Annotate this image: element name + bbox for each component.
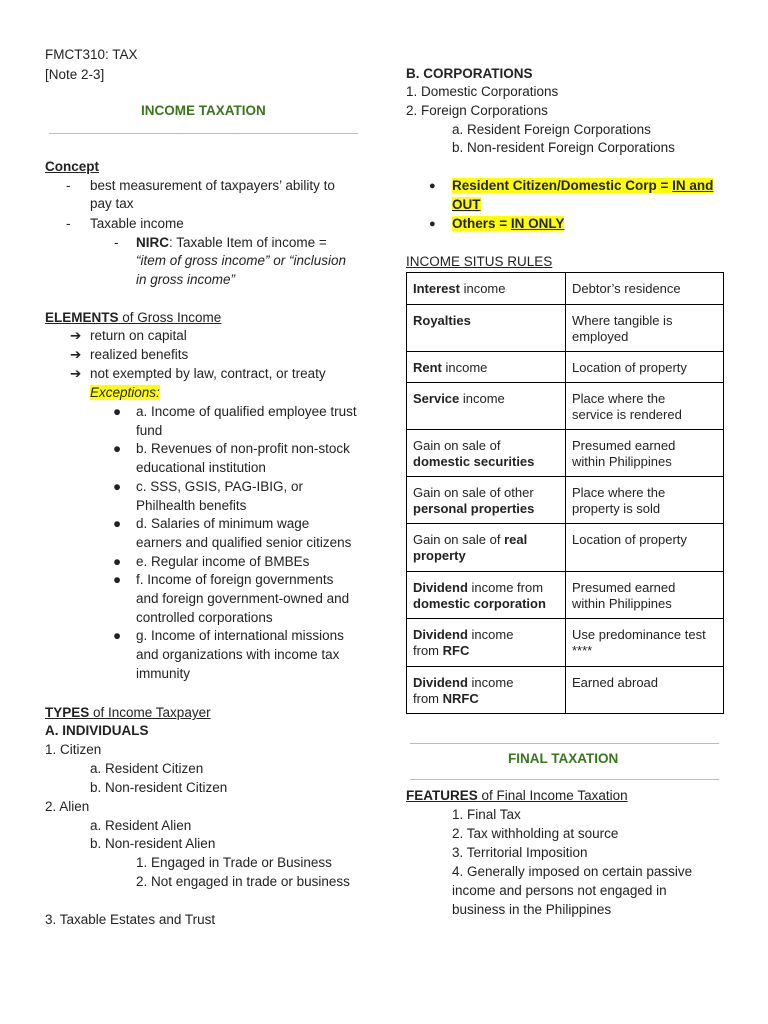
exception-item-cont: fund	[136, 422, 163, 438]
situs-cell: Use predominance test ****	[566, 619, 724, 667]
bullet-dot: ●	[113, 572, 122, 588]
arrow-bullet-icon: ➔	[70, 347, 82, 362]
nirc-label: NIRC	[136, 235, 169, 250]
nonresident-alien-item: b. Non-resident Alien	[90, 836, 216, 851]
situs-row	[407, 305, 724, 352]
situs-cell: Location of property	[566, 524, 724, 572]
dash-bullet: -	[66, 216, 71, 231]
nonresident-citizen-item: b. Non-resident Citizen	[90, 780, 228, 795]
elements-heading-rest: of Gross Income	[118, 310, 222, 325]
concept-heading: Concept	[45, 159, 99, 174]
rule-2-scope: IN ONLY	[510, 216, 565, 231]
feature-item: 2. Tax withholding at source	[452, 826, 619, 841]
rule-1-scope-cont: OUT	[452, 197, 481, 212]
rule-2-text: Others =	[452, 216, 511, 231]
nrfc-item: b. Non-resident Foreign Corporations	[452, 140, 675, 155]
exception-item-cont: earners and qualified senior citizens	[136, 534, 352, 550]
situs-cell: Location of property	[566, 352, 724, 383]
bullet-dot: ●	[113, 478, 122, 494]
final-taxation-title: FINAL TAXATION	[508, 751, 619, 766]
income-type-cell: Royalties	[407, 305, 566, 352]
arrow-bullet-icon: ➔	[70, 328, 82, 343]
arrow-bullet-icon: ➔	[70, 366, 82, 381]
bullet-dot: ●	[429, 218, 436, 230]
income-type-cell: Service income	[407, 383, 566, 430]
rule-1-text: Resident Citizen/Domestic Corp =	[452, 178, 673, 193]
feature-item: 3. Territorial Imposition	[452, 845, 588, 860]
exception-item: g. Income of international missions	[136, 628, 344, 644]
exception-item-cont: immunity	[136, 665, 191, 681]
bullet-dot: ●	[113, 516, 122, 532]
feature-item: 1. Final Tax	[452, 807, 521, 822]
dash-bullet: -	[66, 178, 71, 193]
nirc-definition	[136, 234, 327, 252]
final-divider-bottom	[410, 779, 719, 780]
bullet-dot: ●	[113, 628, 122, 644]
feature-item-cont: business in the Philippines	[452, 902, 612, 917]
exception-item: f. Income of foreign governments	[136, 572, 334, 588]
concept-item: Taxable income	[90, 216, 184, 231]
not-engaged-item: 2. Not engaged in trade or business	[136, 874, 350, 889]
foreign-corp-item: 2. Foreign Corporations	[406, 103, 548, 118]
exception-item-cont: and foreign government-owned and	[136, 591, 350, 606]
course-code: FMCT310: TAX	[45, 47, 138, 62]
resident-citizen-item: a. Resident Citizen	[90, 761, 204, 776]
income-type-cell: Gain on sale of other personal properties	[407, 477, 566, 524]
exceptions-label	[90, 384, 160, 402]
situs-cell: Place where the service is rendered	[566, 383, 724, 430]
situs-row	[407, 430, 724, 477]
situs-title: INCOME SITUS RULES	[406, 254, 553, 269]
final-divider-top	[410, 743, 719, 744]
highlight-rule-2	[452, 215, 564, 233]
types-heading-bold: TYPES	[45, 705, 90, 720]
situs-table	[406, 272, 724, 714]
situs-cell: Place where the property is sold	[566, 477, 724, 524]
situs-row	[407, 477, 724, 524]
exception-item: b. Revenues of non-profit non-stock	[136, 441, 350, 457]
element-item: return on capital	[90, 328, 187, 343]
situs-cell: Where tangible is employed	[566, 305, 724, 352]
engaged-item: 1. Engaged in Trade or Business	[136, 855, 332, 870]
concept-item-cont: pay tax	[90, 196, 134, 211]
element-item: not exempted by law, contract, or treaty	[90, 366, 326, 381]
highlight-rule-1-cont	[452, 196, 481, 214]
types-heading-rest: of Income Taxpayer	[89, 705, 211, 720]
exception-item: e. Regular income of BMBEs	[136, 553, 310, 569]
types-heading	[45, 704, 211, 722]
situs-row	[407, 273, 724, 305]
income-type-cell: Gain on sale of real property	[407, 524, 566, 572]
elements-heading	[45, 309, 221, 327]
income-type-cell: Rent income	[407, 352, 566, 383]
domestic-corp-item: 1. Domestic Corporations	[406, 84, 559, 99]
exception-item: c. SSS, GSIS, PAG-IBIG, or	[136, 478, 304, 494]
bullet-dot: ●	[429, 180, 436, 192]
estates-item: 3. Taxable Estates and Trust	[45, 912, 216, 927]
title-divider	[49, 133, 358, 134]
resident-alien-item: a. Resident Alien	[90, 818, 192, 833]
situs-cell: Earned abroad	[566, 667, 724, 714]
features-heading-bold: FEATURES	[406, 788, 478, 803]
alien-item: 2. Alien	[45, 799, 90, 814]
nirc-definition-cont: in gross income”	[136, 272, 236, 287]
situs-row	[407, 524, 724, 572]
exception-item-cont: educational institution	[136, 460, 266, 476]
note-number: [Note 2-3]	[45, 67, 105, 82]
situs-row	[407, 667, 724, 714]
bullet-dot: ●	[113, 441, 122, 457]
feature-item-cont: income and persons not engaged in	[452, 883, 667, 898]
exception-item-cont: controlled corporations	[136, 609, 273, 625]
exception-item-cont: Philhealth benefits	[136, 497, 247, 513]
elements-heading-bold: ELEMENTS	[45, 310, 119, 325]
features-heading	[406, 787, 628, 805]
feature-item: 4. Generally imposed on certain passive	[452, 864, 693, 879]
highlight-rule-1	[452, 177, 713, 195]
situs-cell: Presumed earned within Philippines	[566, 572, 724, 619]
income-type-cell: Dividend income from NRFC	[407, 667, 566, 714]
rule-1-scope: IN and	[672, 178, 714, 193]
nirc-definition-cont: “item of gross income” or “inclusion	[136, 253, 347, 268]
individuals-heading: A. INDIVIDUALS	[45, 723, 149, 738]
income-type-cell: Dividend income from domestic corporation	[407, 572, 566, 619]
bullet-dot: ●	[113, 553, 122, 569]
exception-item-cont: and organizations with income tax	[136, 647, 340, 663]
rfc-item: a. Resident Foreign Corporations	[452, 122, 651, 137]
situs-row	[407, 572, 724, 619]
income-type-cell: Interest income	[407, 273, 566, 305]
bullet-dot: ●	[113, 404, 122, 419]
income-taxation-title: INCOME TAXATION	[141, 103, 266, 118]
element-item: realized benefits	[90, 347, 189, 362]
situs-row	[407, 619, 724, 667]
nirc-text: : Taxable Item of income =	[169, 235, 327, 250]
situs-row	[407, 352, 724, 383]
situs-row	[407, 383, 724, 430]
features-heading-rest: of Final Income Taxation	[477, 788, 628, 803]
exception-item: d. Salaries of minimum wage	[136, 516, 310, 532]
dash-bullet: -	[114, 235, 119, 250]
situs-cell: Debtor’s residence	[566, 273, 724, 305]
income-type-cell: Gain on sale of domestic securities	[407, 430, 566, 477]
exception-item: a. Income of qualified employee trust	[136, 404, 357, 419]
income-type-cell: Dividend income from RFC	[407, 619, 566, 667]
situs-cell: Presumed earned within Philippines	[566, 430, 724, 477]
exceptions-highlight: Exceptions:	[90, 385, 160, 400]
corporations-heading: B. CORPORATIONS	[406, 66, 533, 81]
citizen-item: 1. Citizen	[45, 742, 102, 757]
concept-item: best measurement of taxpayers’ ability to	[90, 178, 335, 193]
